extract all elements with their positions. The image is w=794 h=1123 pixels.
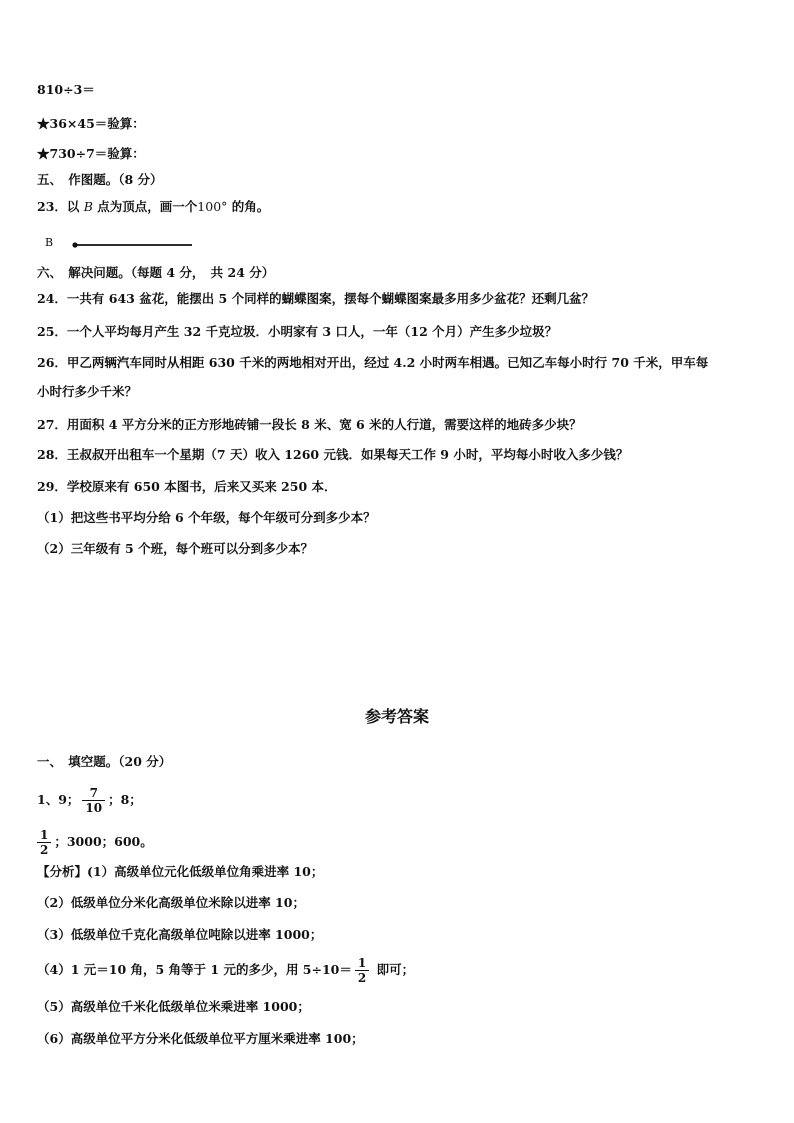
answer-1 <box>37 786 142 815</box>
q23-angle: 100° <box>197 199 228 214</box>
calc-line-2: ★36×45＝验算： <box>37 116 145 131</box>
fraction-denominator: 2 <box>355 970 369 985</box>
answer-1-prefix: 1、9； <box>37 792 80 807</box>
analysis-1: 【分析】(1）高级单位元化低级单位角乘进率 10； <box>37 864 324 879</box>
question-25: 25．一个人平均每月产生 32 千克垃圾．小明家有 3 口人，一年（12 个月）产生多少垃圾？ <box>37 324 558 339</box>
point-b-label: B <box>45 236 54 249</box>
calc-line-1: 810÷3＝ <box>37 82 95 97</box>
analysis-3: （3）低级单位千克化高级单位吨除以进率 1000； <box>37 927 323 942</box>
question-29-part-1: （1）把这些书平均分给 6 个年级，每个年级可分到多少本？ <box>37 510 376 525</box>
analysis-4-prefix: （4）1 元＝10 角，5 角等于 1 元的多少，用 5÷10＝ <box>37 962 352 977</box>
question-23 <box>37 199 269 215</box>
analysis-6: （6）高级单位平方分米化低级单位平方厘米乘进率 100； <box>37 1031 364 1046</box>
section-5-heading: 五、 作图题。（8 分） <box>37 172 163 187</box>
fraction-1-2 <box>37 828 51 857</box>
q23-suffix: 的角。 <box>227 199 270 214</box>
question-26-line-1: 26．甲乙两辆汽车同时从相距 630 千米的两地相对开出，经过 4.2 小时两车相遇。已知乙车每小时行 70 千米，甲车每 <box>37 355 709 370</box>
answer-2 <box>37 828 153 857</box>
ray-from-b <box>68 238 198 252</box>
analysis-2: （2）低级单位分米化高级单位米除以进率 10； <box>37 895 305 910</box>
question-28: 28．王叔叔开出租车一个星期（7 天）收入 1260 元钱．如果每天工作 9 小时，平均每小时收入多少钱？ <box>37 447 629 462</box>
calc-line-3: ★730÷7＝验算： <box>37 146 145 161</box>
fraction-1-2-b <box>355 956 369 985</box>
fraction-7-10 <box>82 786 105 815</box>
answer-2-suffix: ；3000；600。 <box>54 834 153 849</box>
answer-key-title: 参考答案 <box>364 707 429 726</box>
fraction-denominator: 2 <box>37 842 51 857</box>
question-26-line-2: 小时行多少千米？ <box>37 384 138 399</box>
analysis-5: （5）高级单位千米化低级单位米乘进率 1000； <box>37 999 310 1014</box>
question-29-part-2: （2）三年级有 5 个班，每个班可以分到多少本？ <box>37 541 314 556</box>
answer-1-suffix: ；8； <box>108 792 142 807</box>
q23-point: B <box>83 199 93 214</box>
question-27: 27．用面积 4 平方分米的正方形地砖铺一段长 8 米、宽 6 米的人行道，需要这样的地砖多少块？ <box>37 417 582 432</box>
section-6-heading: 六、 解决问题。（每题 4 分， 共 24 分） <box>37 265 275 280</box>
q23-middle: 点为顶点，画一个 <box>92 199 198 214</box>
analysis-4-suffix: 即可； <box>372 962 415 977</box>
answer-section-1-heading: 一、 填空题。（20 分） <box>37 754 172 769</box>
analysis-4 <box>37 956 414 985</box>
fraction-numerator: 7 <box>89 786 98 800</box>
fraction-denominator: 10 <box>82 800 105 815</box>
question-29: 29．学校原来有 650 本图书，后来又买来 250 本． <box>37 479 337 494</box>
q23-prefix: 23．以 <box>37 199 84 214</box>
fraction-numerator: 1 <box>357 956 367 970</box>
question-24: 24．一共有 643 盆花，能摆出 5 个同样的蝴蝶图案，摆每个蝴蝶图案最多用多少盆花？还剩几盆？ <box>37 291 595 306</box>
fraction-numerator: 1 <box>40 828 49 842</box>
